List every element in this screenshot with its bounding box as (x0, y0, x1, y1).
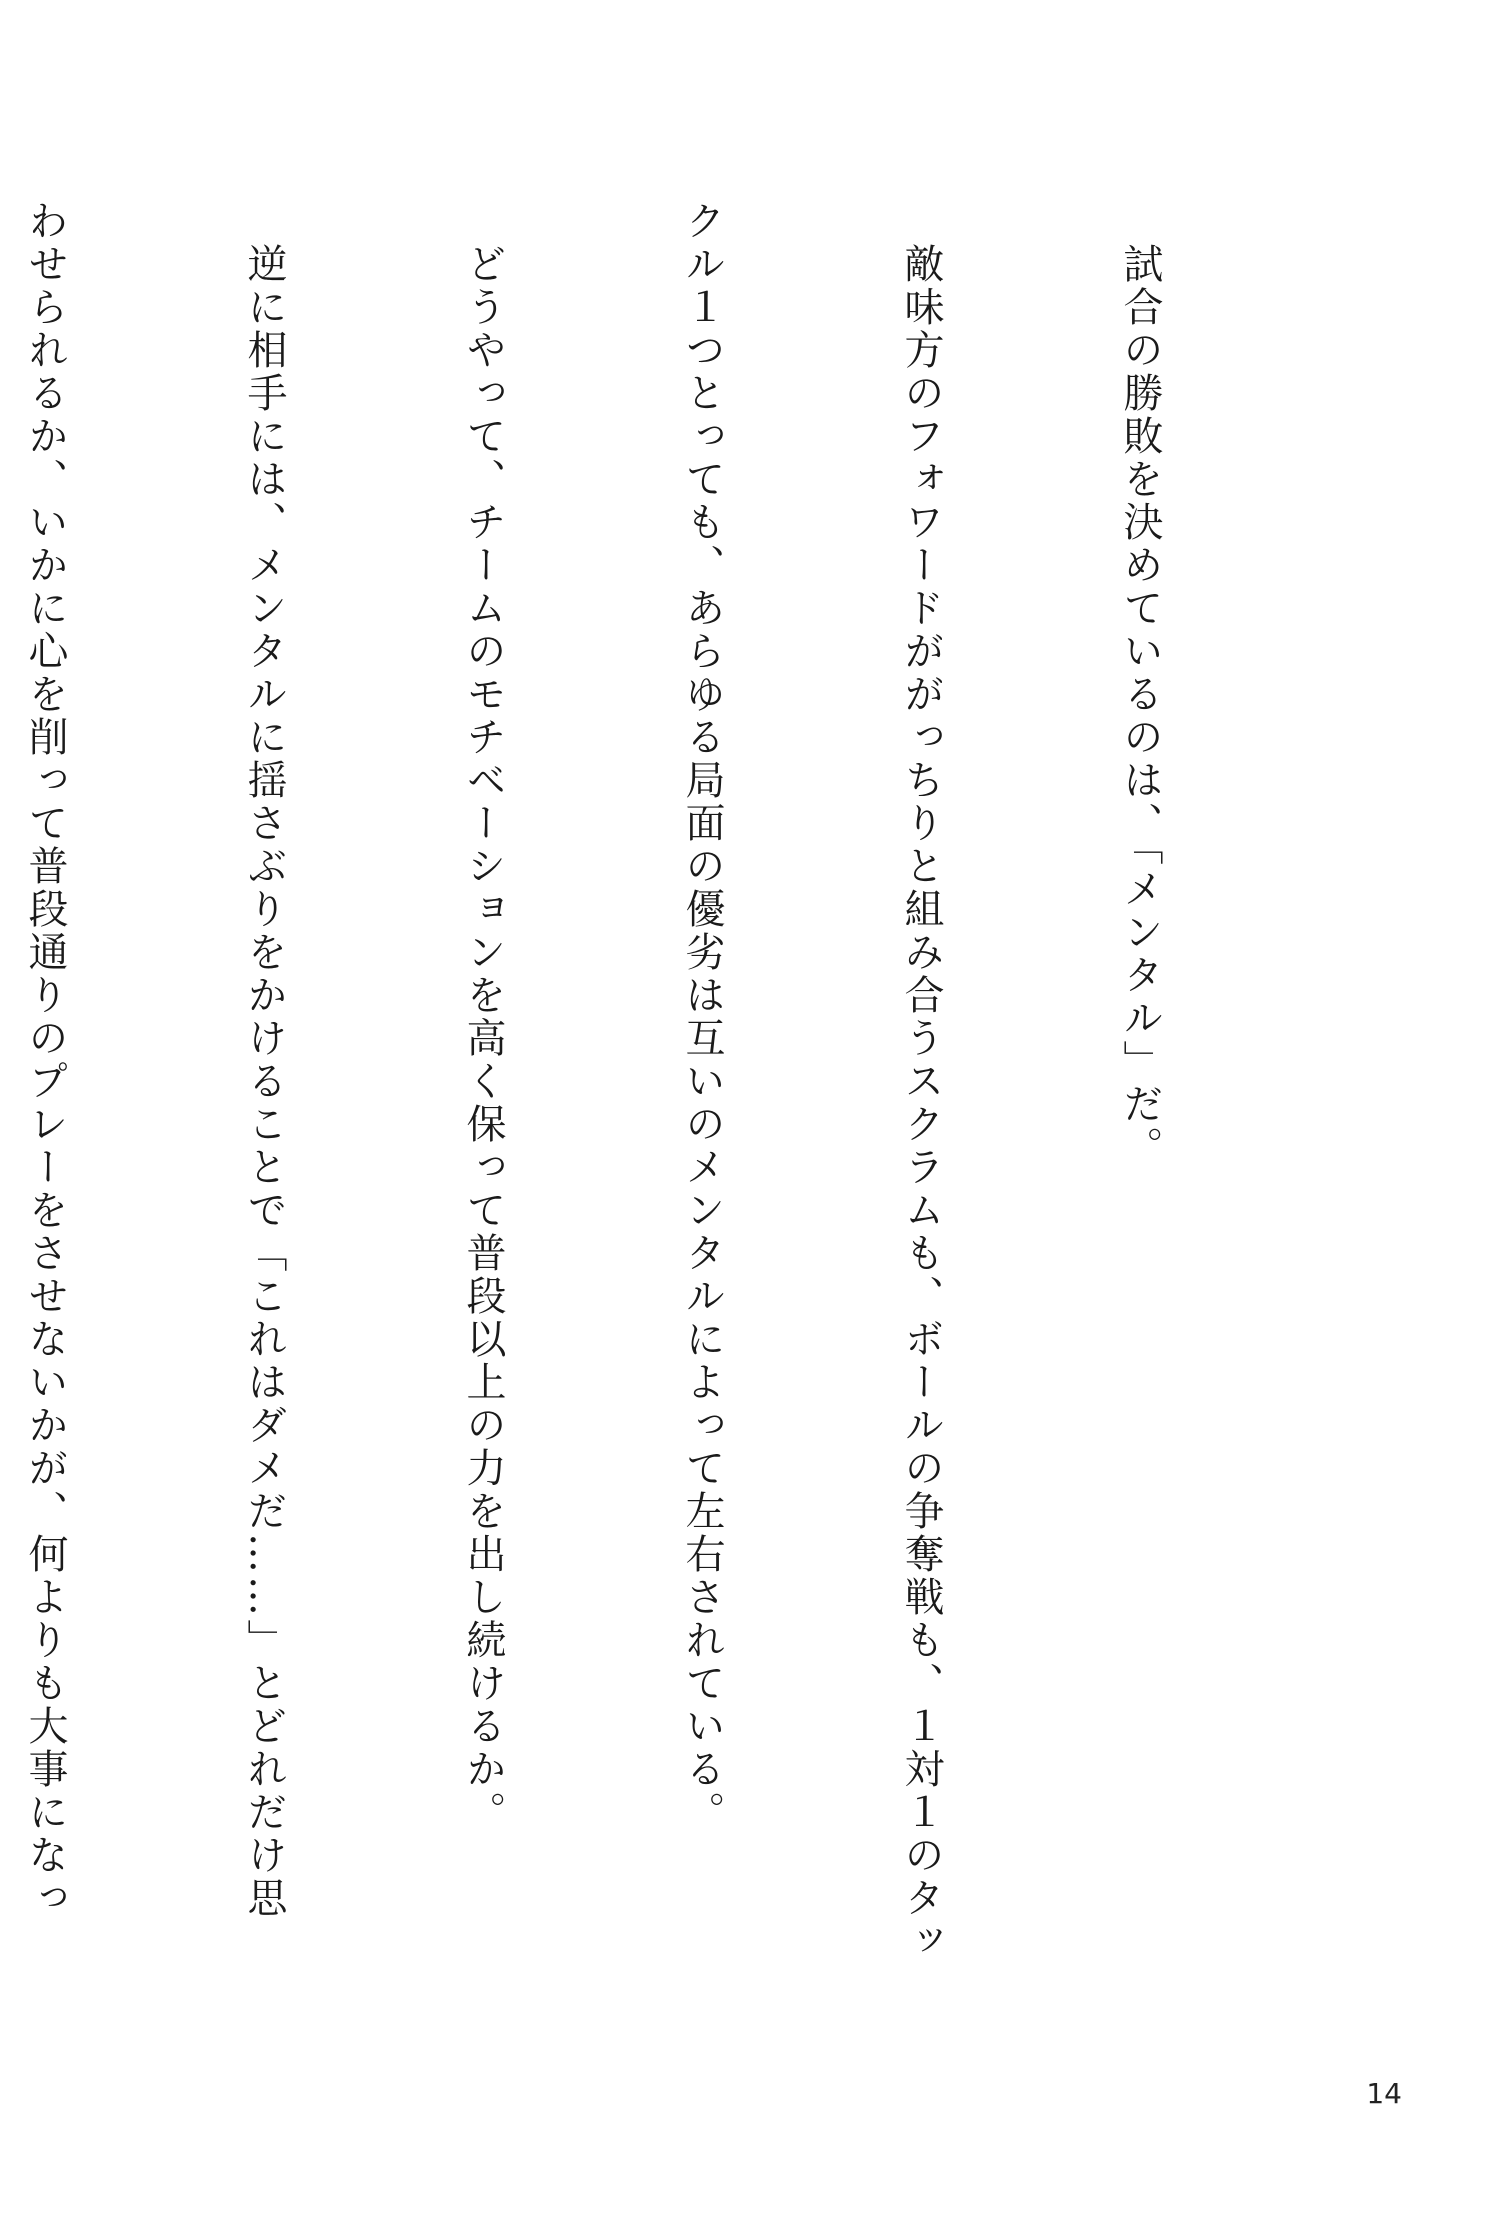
text-line: 逆に相手には、メンタルに揺さぶりをかけることで「これはダメだ……」とどれだけ思 (241, 200, 287, 1920)
page-number: 14 (1366, 2077, 1402, 2110)
text-line: わせられるか、いかに心を削って普段通りのプレーをさせないかが、何よりも大事になっ (22, 200, 68, 1920)
text-line: 敵味方のフォワードががっちりと組み合うスクラムも、ボールの争奪戦も、１対１のタッ (898, 200, 944, 1963)
body-text (0, 200, 1322, 1963)
text-line: クル１つとっても、あらゆる局面の優劣は互いのメンタルによって左右されている。 (679, 200, 725, 1834)
text-line: 試合の勝敗を決めているのは、「メンタル」だ。 (1117, 200, 1163, 1169)
text-line: どうやって、チームのモチベーションを高く保って普段以上の力を出し続けるか。 (460, 200, 506, 1834)
